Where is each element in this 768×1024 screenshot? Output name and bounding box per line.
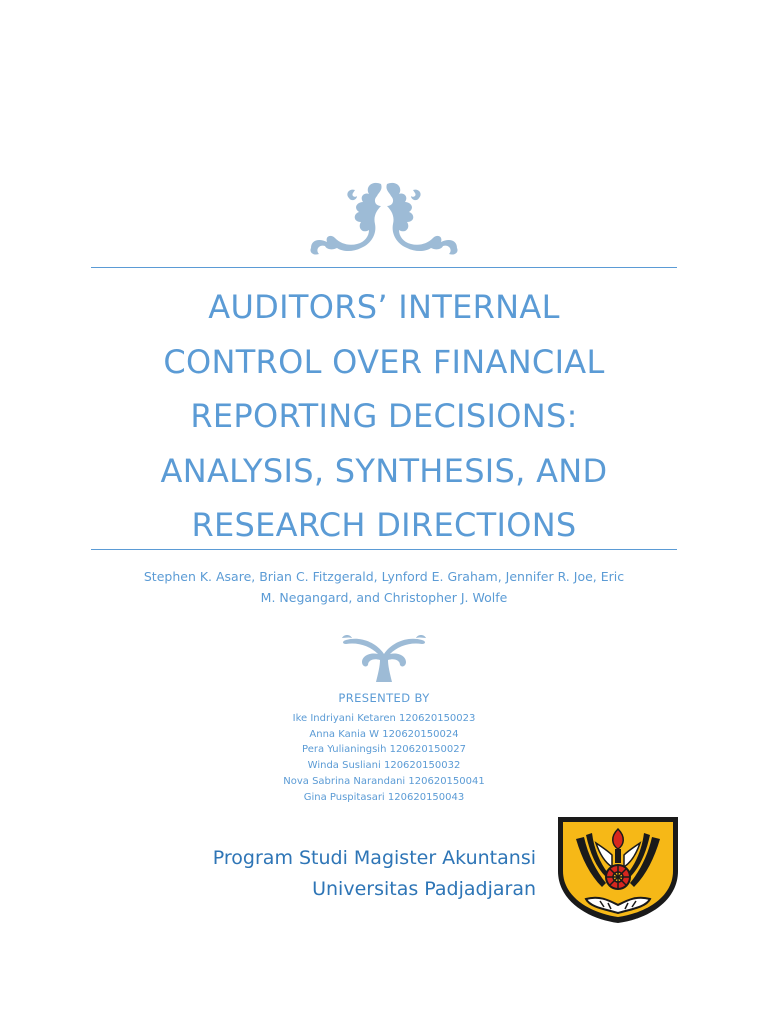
top-divider <box>91 267 677 268</box>
university-emblem-icon <box>556 809 680 925</box>
title-line: ANALYSIS, SYNTHESIS, AND <box>160 451 608 490</box>
presenter-item: Winda Susliani 120620150032 <box>307 760 461 772</box>
presenter-item: Gina Puspitasari 120620150043 <box>303 791 465 803</box>
presenters-list <box>91 711 677 805</box>
university-name: Universitas Padjadjaran <box>312 878 536 900</box>
title-line: REPORTING DECISIONS: <box>190 397 578 435</box>
authors <box>91 566 677 608</box>
fleur-ornament-icon <box>340 632 428 684</box>
presenter-item: Ike Indriyani Ketaren 120620150023 <box>292 713 476 724</box>
title-line: CONTROL OVER FINANCIAL <box>163 342 605 381</box>
presenter-item: Pera Yulianingsih 120620150027 <box>302 744 466 756</box>
authors-line: Stephen K. Asare, Brian C. Fitzgerald, Lynford E. Graham, Jennifer R. Joe, Eric <box>143 569 625 584</box>
document-title <box>91 280 677 553</box>
title-line: AUDITORS’ INTERNAL <box>208 288 560 326</box>
floral-scroll-icon <box>305 178 463 256</box>
authors-line: M. Negangard, and Christopher J. Wolfe <box>260 590 508 605</box>
presenter-item: Nova Sabrina Narandani 120620150041 <box>283 775 485 787</box>
bottom-divider <box>91 549 677 550</box>
presented-by-heading: PRESENTED BY <box>338 691 430 705</box>
title-line: RESEARCH DIRECTIONS <box>191 506 577 544</box>
presenter-item: Anna Kania W 120620150024 <box>309 728 459 740</box>
program-name: Program Studi Magister Akuntansi <box>212 847 536 869</box>
program-info <box>140 843 536 905</box>
